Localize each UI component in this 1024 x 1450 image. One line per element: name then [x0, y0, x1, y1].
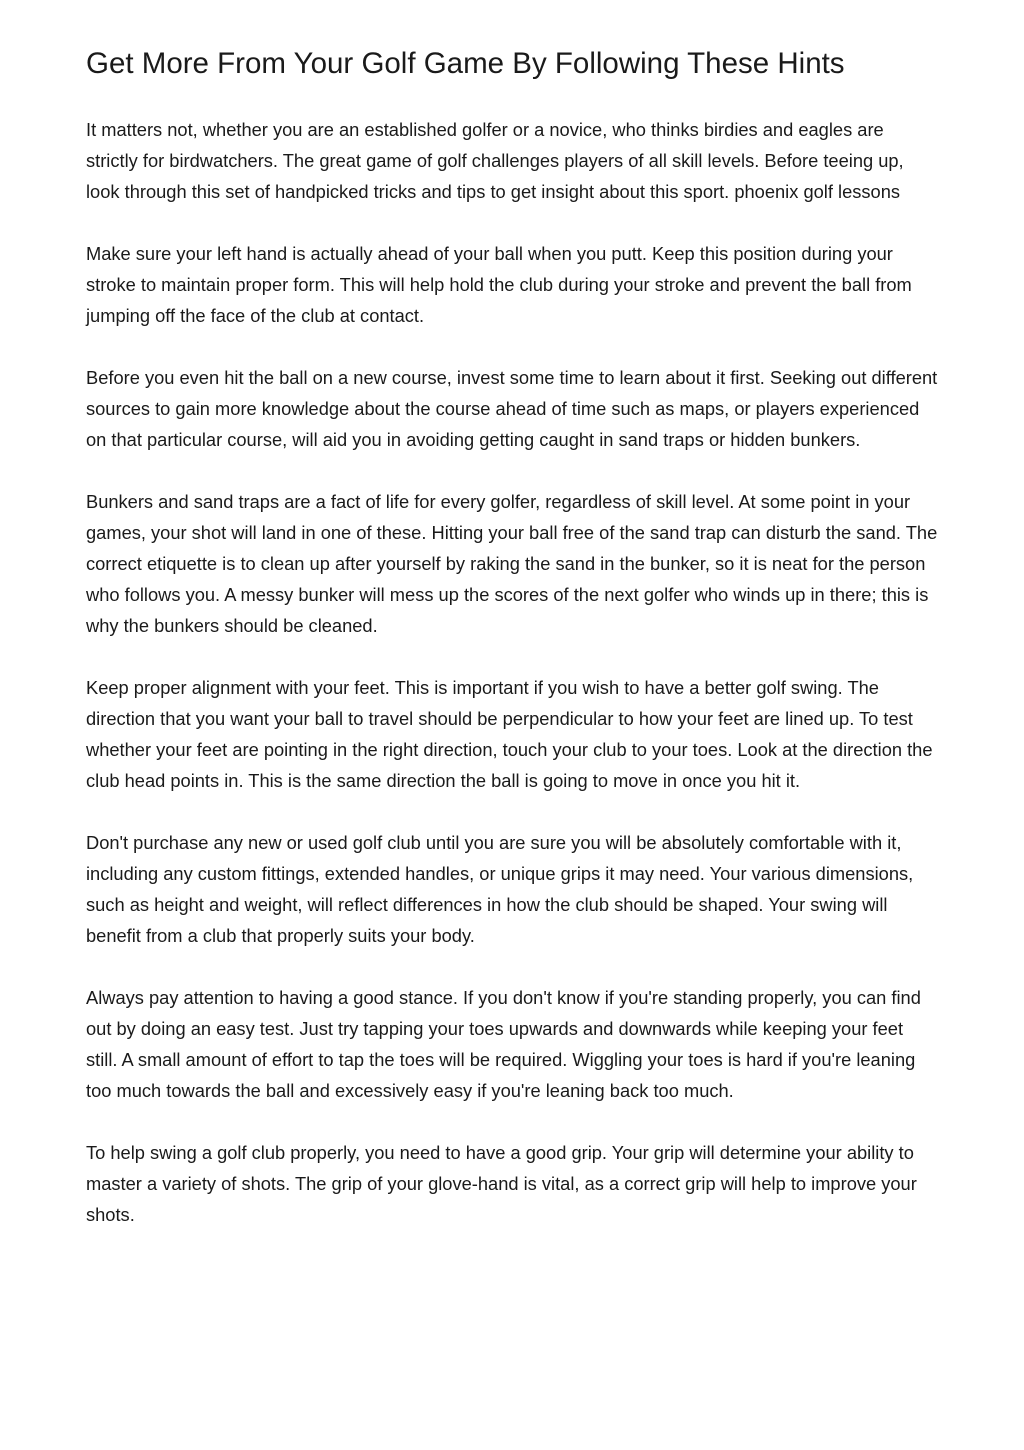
- paragraph-intro: It matters not, whether you are an established golfer or a novice, who thinks birdies and eagles are strictly for birdwatchers. The great game of golf challenges players of all skill levels. Before teeing up, look through this set of handpicked tricks and tips to get insight about this sport. phoenix golf lessons: [86, 119, 904, 202]
- paragraph-putting: Make sure your left hand is actually ahead of your ball when you putt. Keep this position during your stroke to maintain proper form. This will help hold the club during your stroke and prevent the ball from jumping off the face of the club at contact.: [86, 243, 912, 326]
- paragraph-stance: Always pay attention to having a good stance. If you don't know if you're standing properly, you can find out by doing an easy test. Just try tapping your toes upwards and downwards while keeping your feet still. A small amount of effort to tap the toes will be required. Wiggling your toes is hard if you're leaning too much towards the ball and excessively easy if you're leaning back too much.: [86, 987, 921, 1101]
- paragraph-bunkers: Bunkers and sand traps are a fact of life for every golfer, regardless of skill level. At some point in your games, your shot will land in one of these. Hitting your ball free of the sand trap can disturb the sand. The correct etiquette is to clean up after yourself by raking the sand in the bunker, so it is neat for the person who follows you. A messy bunker will mess up the scores of the next golfer who winds up in there; this is why the bunkers should be cleaned.: [86, 491, 938, 636]
- document-title: Get More From Your Golf Game By Following These Hints: [86, 47, 845, 80]
- paragraph-alignment: Keep proper alignment with your feet. This is important if you wish to have a better golf swing. The direction that you want your ball to travel should be perpendicular to how your feet are lined up. To test whether your feet are pointing in the right direction, touch your club to your toes. Look at the direction the club head points in. This is the same direction the ball is going to move in once you hit it.: [86, 677, 933, 791]
- document-body: [86, 114, 938, 1230]
- paragraph-new-course: Before you even hit the ball on a new course, invest some time to learn about it first. Seeking out different sources to gain more knowledge about the course ahead of time such as maps, or players experienced on that particular course, will aid you in avoiding getting caught in sand traps or hidden bunkers.: [86, 367, 938, 450]
- paragraph-grip: To help swing a golf club properly, you need to have a good grip. Your grip will determine your ability to master a variety of shots. The grip of your glove-hand is vital, as a correct grip will help to improve your shots.: [86, 1142, 917, 1225]
- paragraph-club-purchase: Don't purchase any new or used golf club until you are sure you will be absolutely comfortable with it, including any custom fittings, extended handles, or unique grips it may need. Your various dimensions, such as height and weight, will reflect differences in how the club should be shaped. Your swing will benefit from a club that properly suits your body.: [86, 832, 914, 946]
